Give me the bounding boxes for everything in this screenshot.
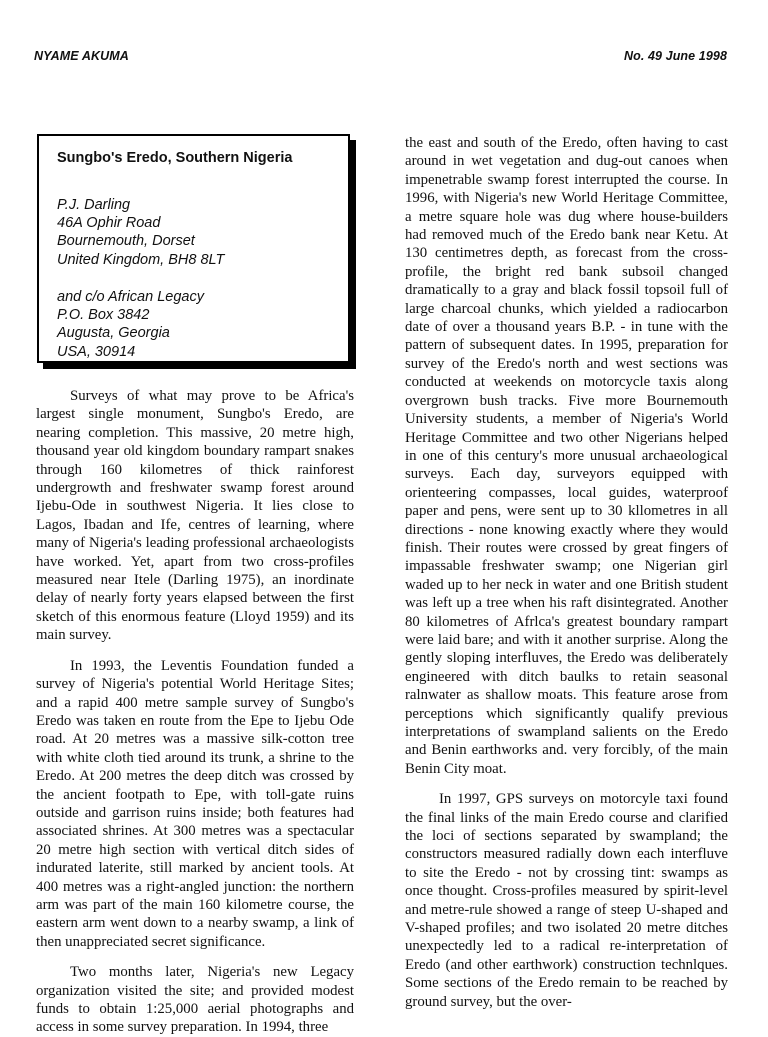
article-title: Sungbo's Eredo, Southern Nigeria — [57, 150, 293, 166]
address-line: and c/o African Legacy — [57, 289, 204, 305]
journal-title: NYAME AKUMA — [34, 49, 129, 63]
address-line: USA, 30914 — [57, 343, 136, 360]
address-line: Bournemouth, Dorset — [57, 233, 195, 250]
address-line: P.O. Box 3842 — [57, 307, 150, 324]
author-box — [37, 134, 350, 363]
paragraph: In 1993, the Leventis Foundation funded a survey of Nigeria's potential World Heritage Sites; and a rapid 400 metre sample survey of Sungbo's Eredo was taken en route from the Epe to Ijebu Ode road. At 20 metres was a massive silk-cotton tree with white cloth tied around its trunk, a shrine to the Eredo. At 200 metres the deep ditch was crossed by the ancient footpath to Epe, with toll-gate ruins outside and garrison ruins inside; both features had associated shrines. At 300 metres was a spectacular 20 metre high section with vertical ditch sides of indurated laterite, still marked by ancient tools. At 400 metres was a right-angled junction: the northern arm was part of the main 160 kilometre course, the eastern arm went down to a nearby swamp, a link of then unappreciated secret significance. — [36, 657, 354, 950]
address-line: 46A Ophir Road — [57, 215, 161, 232]
paragraph: the east and south of the Eredo, often having to cast around in wet vegetation and dug-out canoes when impenetrable swamp forest interrupted the course. In 1996, with Nigeria's new World Heritage Committee, a metre square hole was dug where house-builders had removed much of the Eredo bank near Ketu. At 130 centimetres depth, as forecast from the cross-profile, the bright red bank subsoil changed dramatically to a gray and black fossil topsoil full of large charcoal chunks, which yielded a radiocarbon date of over a thousand years B.P. - in tune with the pattern of subsequent dates. In 1995, preparation for survey of the Eredo's north and west sections was conducted at weekends on motorcycle taxis along overgrown bush tracks. Five more Bournemouth University students, a member of Nigeria's World Heritage Committee and two other Nigerians helped in one of this century's more unusual archaeological surveys. Each day, surveyors equipped with orienteering compasses, local guides, waterproof paper and pens, were sent up to 30 kllometres in all directions - none knowing exactly where they would finish. Their routes were crossed by great fingers of impassable freshwater swamp; one Nigerian girl waded up to her neck in water and one British student was left up a tree when his raft disintegrated. Another 80 kilometres of Afrlca's greatest boundary rampart were laid bare; and with it another surprise. Along the gently sloping interfluves, the Eredo was deliberately engineered with ditch baulks to retain seasonal ralnwater as shallow moats. This feature arose from perceptions which significantly qualify previous interpretations of swampland salients on the Eredo and Benin earthworks and. very forcibly, of the main Benin City moat. — [405, 135, 728, 777]
paragraph: Two months later, Nigeria's new Legacy organization visited the site; and provided modest funds to obtain 1:25,000 aerial photographs and access in some survey preparation. In 1994, three — [36, 964, 354, 1036]
right-column — [405, 134, 728, 1011]
issue-info: No. 49 June 1998 — [623, 49, 727, 63]
address-line: United Kingdom, BH8 8LT — [57, 251, 225, 268]
alternate-address — [57, 288, 204, 361]
left-column — [36, 387, 354, 1037]
address-line: P.J. Darling — [57, 197, 131, 213]
address-line: Augusta, Georgia — [57, 325, 170, 342]
paragraph: In 1997, GPS surveys on motorcyle taxi found the final links of the main Eredo course and clarified the loci of sections separated by swampland; the constructors measured radially down each interfluve to site the Eredo - not by crossing tint: swamps as once thought. Cross-profiles measured by spirit-level and metre-rule showed a range of steep U-shaped and V-shaped profiles; and two isolated 20 metre ditches unexpectedly led to a radical re-interpretation of Eredo (and other earthwork) construction technlques. Some sections of the Eredo remain to be reached by ground survey, but the over- — [405, 791, 728, 1010]
author-address — [57, 196, 224, 269]
paragraph: Surveys of what may prove to be Africa's largest single monument, Sungbo's Eredo, are nearing completion. This massive, 20 metre high, thousand year old kingdom boundary rampart snakes through 160 kilometres of thick rainforest undergrowth and freshwater swamp forest around Ijebu-Ode in southwest Nigeria. It lies close to Lagos, Ibadan and Ife, centres of learning, where many of Nigeria's leading professional archaeologists have worked. Yet, apart from two cross-profiles measured near Itele (Darling 1975), an inordinate delay of nearly forty years elapsed between the first sketch of this enormous feature (Lloyd 1959) and its main survey. — [36, 388, 354, 644]
